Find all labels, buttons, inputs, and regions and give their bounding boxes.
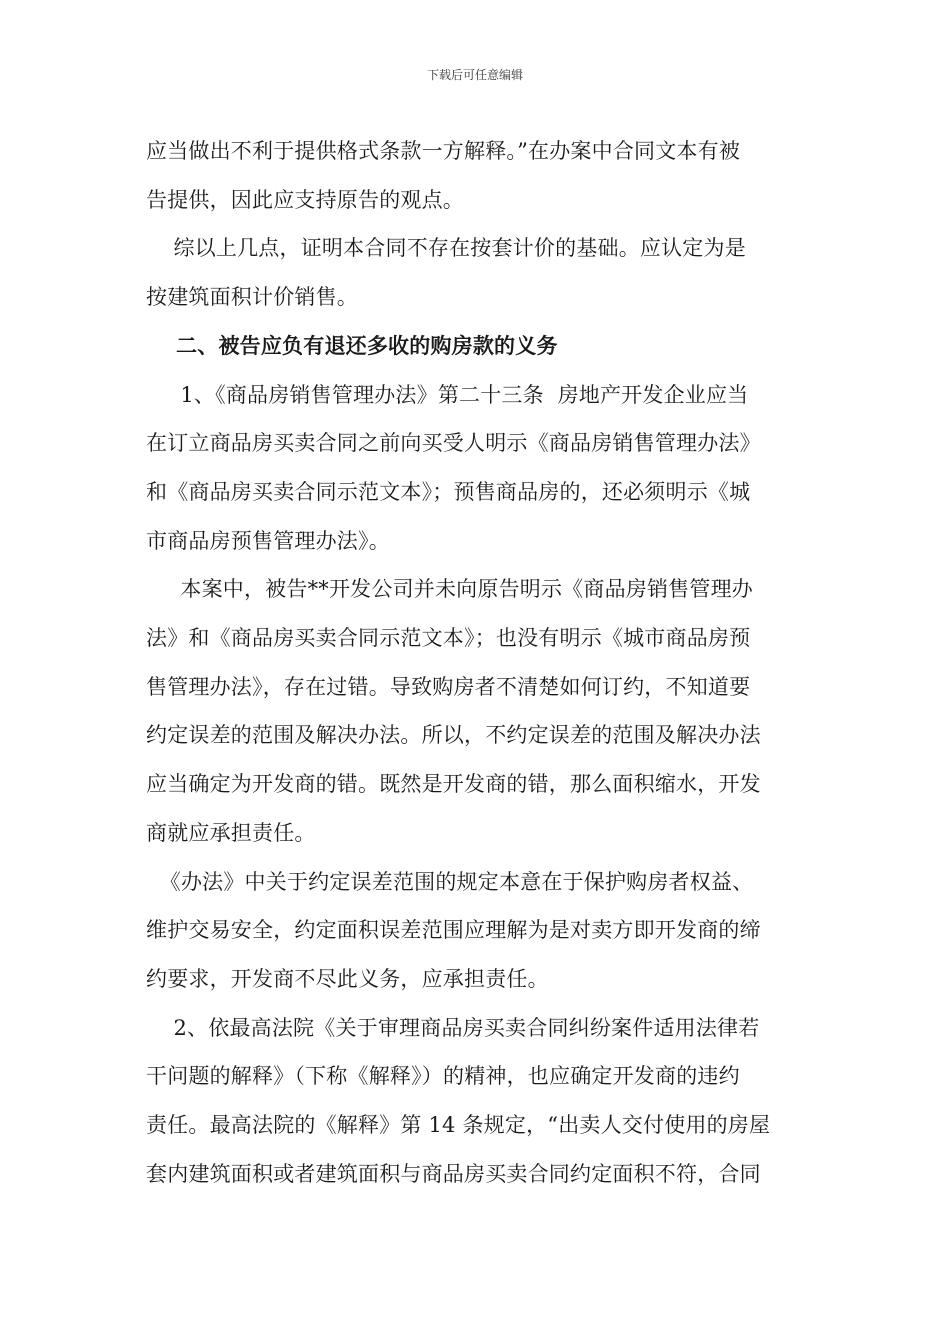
- body-line: 在订立商品房买卖合同之前向买受人明示《商品房销售管理办法》: [146, 431, 761, 456]
- body-line: 市商品房预售管理办法》。: [146, 528, 390, 553]
- body-line: 2、依最高法院《关于审理商品房买卖合同纠纷案件适用法律若: [146, 1015, 760, 1040]
- body-line: 应当做出不利于提供格式条款一方解释。”在办案中合同文本有被: [146, 139, 741, 163]
- body-line: 和《商品房买卖合同示范文本》；预售商品房的，还必须明示《城: [146, 479, 751, 504]
- body-line: 责任。最高法院的《解释》第 14 条规定，“出卖人交付使用的房屋: [146, 1113, 771, 1138]
- body-line: 约要求，开发商不尽此义务，应承担责任。: [146, 966, 549, 991]
- body-line: 干问题的解释》（下称《解释》）的精神，也应确定开发商的违约: [146, 1064, 740, 1089]
- section-heading: 二、被告应负有退还多收的购房款的义务: [146, 332, 558, 358]
- body-line: 综以上几点，证明本合同不存在按套计价的基础。应认定为是: [146, 236, 746, 261]
- body-line: 套内建筑面积或者建筑面积与商品房买卖合同约定面积不符，合同: [146, 1161, 761, 1186]
- body-line: 应当确定为开发商的错。既然是开发商的错，那么面积缩水，开发: [146, 772, 761, 797]
- body-line: 本案中，被告**开发公司并未向原告明示《商品房销售管理办: [146, 577, 753, 602]
- body-line: 1、《商品房销售管理办法》第二十三条 房地产开发企业应当: [146, 382, 749, 407]
- body-line: 商就应承担责任。: [146, 820, 316, 845]
- body-line: 《办法》中关于约定误差范围的规定本意在于保护购房者权益、: [146, 869, 754, 894]
- body-line: 告提供，因此应支持原告的观点。: [146, 187, 464, 212]
- body-line: 售管理办法》，存在过错。导致购房者不清楚如何订约，不知道要: [146, 674, 751, 699]
- body-line: 约定误差的范围及解决办法。所以，不约定误差的范围及解决办法: [146, 723, 761, 748]
- body-line: 法》和《商品房买卖合同示范文本》；也没有明示《城市商品房预: [146, 626, 751, 651]
- document-body: [146, 127, 806, 1198]
- page-header: 下载后可任意编辑: [426, 68, 523, 82]
- body-line: 维护交易安全，约定面积误差范围应理解为是对卖方即开发商的缔: [146, 918, 761, 943]
- body-line: 按建筑面积计价销售。: [146, 285, 358, 310]
